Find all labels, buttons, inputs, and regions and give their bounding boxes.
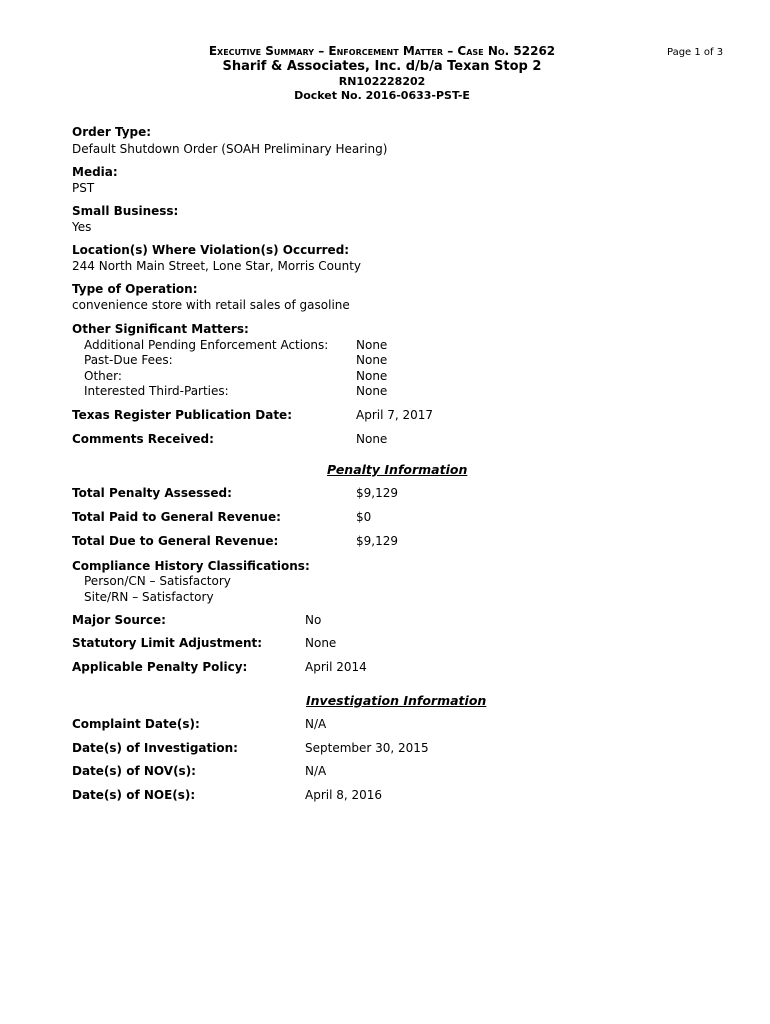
page-number: Page 1 of 3	[667, 47, 724, 58]
third-parties-value: None	[356, 384, 388, 398]
past-due-fees-label: Past-Due Fees:	[84, 353, 173, 367]
order-type-label: Order Type:	[72, 125, 152, 139]
due-revenue-label: Total Due to General Revenue:	[72, 534, 279, 548]
respondent-name: Sharif & Associates, Inc. d/b/a Texan Stop 2	[222, 59, 542, 74]
statutory-value: None	[305, 636, 337, 650]
publication-date-value: April 7, 2017	[356, 408, 434, 422]
order-type-value: Default Shutdown Order (SOAH Preliminary Hearing)	[72, 142, 388, 156]
nov-date-label: Date(s) of NOV(s):	[72, 764, 196, 778]
investigation-date-value: September 30, 2015	[305, 741, 429, 755]
penalty-policy-label: Applicable Penalty Policy:	[72, 660, 248, 674]
complaint-date-value: N/A	[305, 717, 327, 731]
noe-date-value: April 8, 2016	[305, 788, 383, 802]
page-title: Executive Summary – Enforcement Matter – Case No. 52262	[208, 44, 556, 58]
operation-value: convenience store with retail sales of gasoline	[72, 298, 350, 312]
complaint-date-label: Complaint Date(s):	[72, 717, 200, 731]
pending-actions-label: Additional Pending Enforcement Actions:	[84, 338, 329, 352]
pending-actions-value: None	[356, 338, 388, 352]
penalty-assessed-value: $9,129	[356, 486, 398, 500]
operation-label: Type of Operation:	[72, 282, 198, 296]
penalty-heading: Penalty Information	[327, 462, 468, 477]
penalty-assessed-label: Total Penalty Assessed:	[72, 486, 232, 500]
major-source-label: Major Source:	[72, 613, 166, 627]
investigation-heading: Investigation Information	[306, 693, 487, 708]
paid-revenue-label: Total Paid to General Revenue:	[72, 510, 281, 524]
publication-date-label: Texas Register Publication Date:	[72, 408, 292, 422]
small-business-value: Yes	[72, 220, 92, 234]
compliance-site: Site/RN – Satisfactory	[84, 590, 214, 604]
media-value: PST	[72, 181, 95, 195]
past-due-fees-value: None	[356, 353, 388, 367]
comments-label: Comments Received:	[72, 432, 214, 446]
compliance-label: Compliance History Classifications:	[72, 559, 310, 573]
location-label: Location(s) Where Violation(s) Occurred:	[72, 243, 350, 257]
due-revenue-value: $9,129	[356, 534, 398, 548]
paid-revenue-value: $0	[356, 510, 372, 524]
nov-date-value: N/A	[305, 764, 327, 778]
other-matters-label: Other Significant Matters:	[72, 322, 249, 336]
penalty-policy-value: April 2014	[305, 660, 367, 674]
location-value: 244 North Main Street, Lone Star, Morris County	[72, 259, 361, 273]
media-label: Media:	[72, 165, 118, 179]
third-parties-label: Interested Third-Parties:	[84, 384, 229, 398]
rn-number: RN102228202	[338, 75, 426, 88]
major-source-value: No	[305, 613, 322, 627]
compliance-person: Person/CN – Satisfactory	[84, 574, 231, 588]
statutory-label: Statutory Limit Adjustment:	[72, 636, 263, 650]
noe-date-label: Date(s) of NOE(s):	[72, 788, 196, 802]
docket-number: Docket No. 2016-0633-PST-E	[294, 89, 470, 102]
other-label: Other:	[84, 369, 122, 383]
small-business-label: Small Business:	[72, 204, 179, 218]
investigation-date-label: Date(s) of Investigation:	[72, 741, 238, 755]
comments-value: None	[356, 432, 388, 446]
other-value: None	[356, 369, 388, 383]
